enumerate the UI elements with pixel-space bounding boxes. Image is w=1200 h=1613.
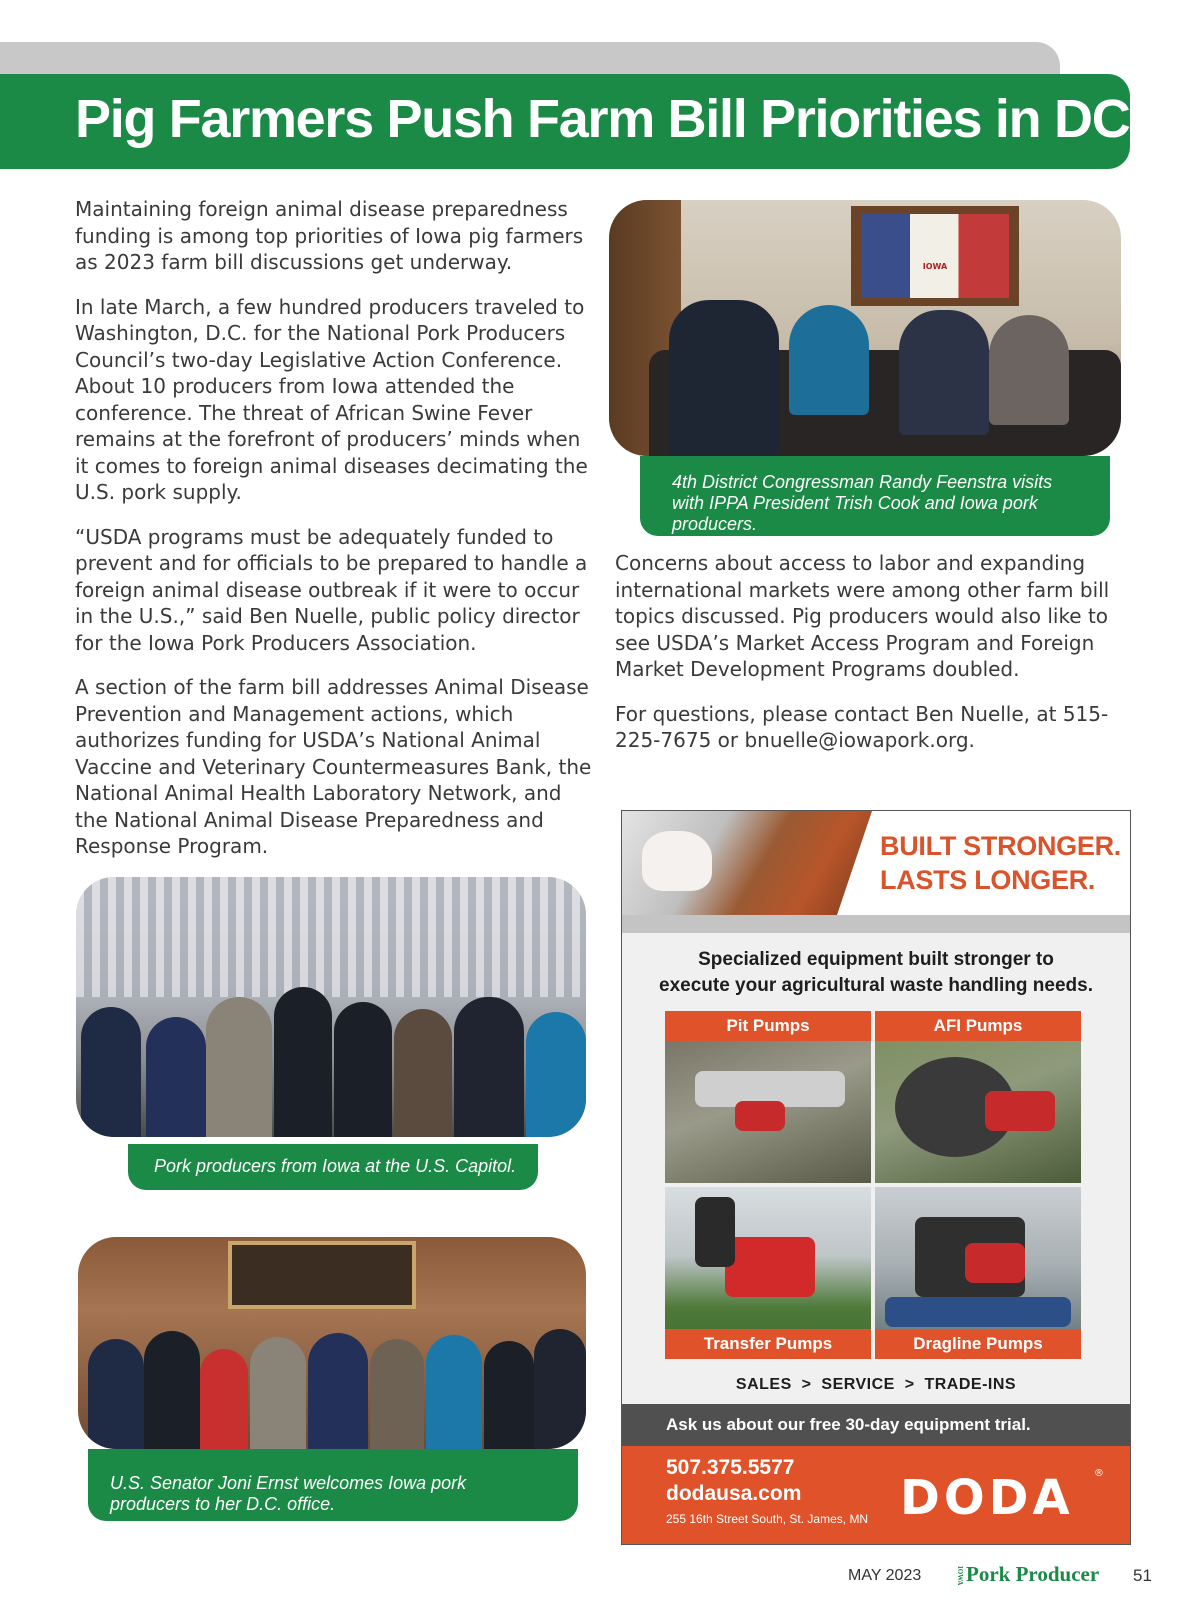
caption-photo1 [640, 456, 1110, 536]
person [81, 1007, 141, 1137]
ad-phone[interactable]: 507.375.5577 [666, 1456, 795, 1479]
pump-image [735, 1101, 785, 1131]
ad-divider [622, 915, 1130, 933]
person [308, 1333, 368, 1449]
right-column [615, 550, 1135, 772]
ad-pig-image [622, 811, 872, 915]
crowd [78, 1297, 586, 1449]
person [250, 1337, 306, 1449]
pump-image [725, 1237, 815, 1297]
ad-footer [622, 1446, 1130, 1545]
person [454, 997, 524, 1137]
person [526, 1012, 586, 1137]
caption-photo2 [128, 1144, 538, 1190]
pig-icon [642, 831, 712, 891]
pump-image [985, 1091, 1055, 1131]
title-band [0, 74, 1130, 169]
person [426, 1335, 482, 1449]
ad-headline-line: BUILT STRONGER. [880, 831, 1121, 861]
person [274, 987, 332, 1137]
paragraph: For questions, please contact Ben Nuelle, at 515-225-7675 or bnuelle@iowapork.org. [615, 701, 1109, 752]
tile-transfer-pumps [665, 1187, 871, 1359]
ad-address: 255 16th Street South, St. James, MN [666, 1512, 869, 1526]
ad-subhead-line: execute your agricultural waste handling needs. [659, 975, 1093, 996]
person [669, 300, 779, 456]
paragraph: In late March, a few hundred producers traveled to Washington, D.C. for the National Pork Producers Council’s two-day Legislative Action Conference. About 10 producers from Iowa attended the conference. The threat of African Swine Fever remains at the forefront of producers’ minds when it comes to foreign animal diseases decimating the U.S. pork supply. [75, 294, 588, 504]
photo-congressman-meeting [609, 200, 1121, 456]
issue-date: MAY 2023 [848, 1567, 922, 1584]
person [989, 315, 1069, 425]
caption-text: U.S. Senator Joni Ernst welcomes Iowa pork producers to her D.C. office. [110, 1473, 467, 1514]
publication-brand [956, 1562, 1099, 1590]
person [484, 1341, 534, 1449]
crowd [76, 967, 586, 1137]
pump-image [965, 1243, 1025, 1283]
tile-label: Pit Pumps [665, 1011, 871, 1041]
iowa-flag [861, 214, 1009, 298]
ad-sales-service-links: SALES > SERVICE > TRADE-INS [735, 1376, 1017, 1393]
tile-label: Transfer Pumps [665, 1329, 871, 1359]
tile-label: Dragline Pumps [875, 1329, 1081, 1359]
ad-headline-line: LASTS LONGER. [880, 865, 1096, 895]
person [899, 310, 989, 435]
person [534, 1329, 586, 1449]
registered-mark: ® [1094, 1468, 1104, 1479]
tile-label: AFI Pumps [875, 1011, 1081, 1041]
person [206, 997, 272, 1137]
pump-image [695, 1197, 735, 1267]
ad-trial-banner: Ask us about our free 30-day equipment trial. [622, 1404, 1130, 1446]
person [370, 1339, 424, 1449]
ad-headline [880, 829, 1121, 897]
ad-website-link[interactable]: dodausa.com [666, 1482, 802, 1505]
person [88, 1339, 144, 1449]
caption-text: Pork producers from Iowa at the U.S. Capitol. [154, 1156, 517, 1176]
person [146, 1017, 206, 1137]
doda-logo: DODA [900, 1470, 1074, 1526]
left-column [75, 196, 595, 878]
person [200, 1349, 248, 1449]
caption-photo3 [88, 1449, 578, 1521]
caption-text: 4th District Congressman Randy Feenstra visits with IPPA President Trish Cook and Iowa pork producers. [672, 472, 1053, 534]
person [144, 1331, 200, 1449]
page-number: 51 [1133, 1566, 1152, 1585]
article-title: Pig Farmers Push Farm Bill Priorities in DC [75, 89, 1130, 149]
photo-capitol-group [76, 877, 586, 1137]
ad-header [622, 811, 1130, 915]
paragraph: Concerns about access to labor and expanding international markets were among other farm bill topics discussed. Pig producers would also like to see USDA’s Market Access Program and Foreign Market Development Programs doubled. [615, 551, 1110, 681]
tile-dragline-pumps [875, 1187, 1081, 1359]
tile-pit-pumps [665, 1011, 871, 1183]
pump-image [885, 1297, 1071, 1327]
flag-label: IOWA [922, 262, 948, 271]
person [394, 1009, 452, 1137]
paragraph: Maintaining foreign animal disease preparedness funding is among top priorities of Iowa pig farmers as 2023 farm bill discussions get underway. [75, 197, 584, 274]
doda-advertisement[interactable] [621, 810, 1131, 1545]
ad-subhead [622, 947, 1130, 999]
ad-subhead-line: Specialized equipment built stronger to [698, 949, 1054, 970]
tile-afi-pumps [875, 1011, 1081, 1183]
paragraph: “USDA programs must be adequately funded to prevent and for officials to be prepared to handle a foreign animal disease outbreak if it were to occur in the U.S.,” said Ben Nuelle, public policy director for the Iowa Pork Producers Association. [75, 524, 588, 655]
photo-senator-office [78, 1237, 586, 1449]
person [334, 1002, 392, 1137]
person [789, 305, 869, 415]
brand-name: Pork Producer [966, 1562, 1100, 1586]
brand-small-text: IOWA [956, 1566, 964, 1586]
paragraph: A section of the farm bill addresses Animal Disease Prevention and Management actions, which authorizes funding for USDA’s National Animal Vaccine and Veterinary Countermeasures Bank, the National Animal Health Laboratory Network, and the National Animal Disease Preparedness and Response Program. [75, 675, 592, 858]
